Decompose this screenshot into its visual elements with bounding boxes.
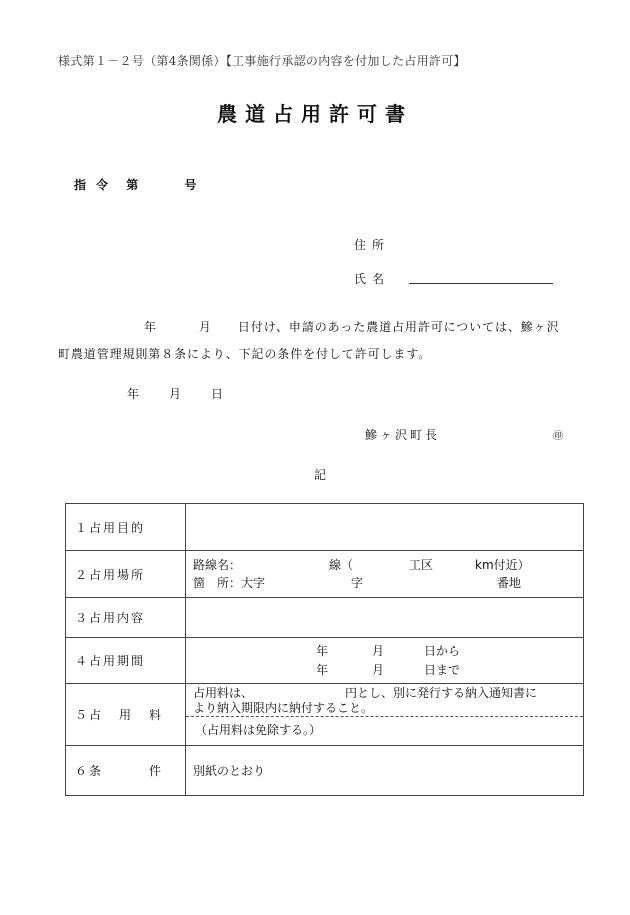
fee-text-a: 占用料は、 [193,686,254,700]
row-fee [66,684,584,746]
row-purpose [66,504,584,551]
period-value [186,638,584,684]
conditions-value: 別紙のとおり [186,746,584,796]
period-to-year: 年 [316,662,329,677]
period-label: ４占用期間 [66,638,186,684]
fee-text-b: 円とし、別に発行する納入通知書に [345,686,538,700]
purpose-value [186,504,584,551]
period-to-month: 月 [372,662,385,677]
seal-mark: ㊞ [553,431,563,442]
fee-text-c: より納入期限内に納付すること。 [193,701,374,715]
period-from: 日から [424,643,461,658]
banchi-label: 番地 [497,576,522,590]
command-dai: 第 [126,178,139,192]
row-content [66,598,584,638]
issuer-title: 鰺ヶ沢町長 [365,428,441,442]
ki-heading: 記 [314,468,327,482]
issue-date [127,385,223,402]
document-title: 農道占用許可書 [217,102,413,126]
body-line-1 [58,318,559,335]
conditions-table [65,503,584,796]
fee-label-c: 料 [149,708,164,722]
row-conditions [66,746,584,796]
issue-day: 日 [211,387,224,401]
issue-year: 年 [127,387,140,401]
body-day-text: 日付け、申請のあった農道占用許可については、鰺ヶ沢 [237,320,560,334]
name-line [409,283,553,284]
command-label: 指令 [74,178,119,192]
purpose-label: １占用目的 [66,504,186,551]
body-line-2: 町農道管理規則第８条により、下記の条件を付して許可します。 [58,347,432,361]
conditions-label-a: ６条 [75,764,104,778]
fee-value [186,684,584,746]
command-go: 号 [184,178,197,192]
fee-label [66,684,186,746]
body-month: 月 [198,320,212,334]
aza-label: 字 [351,576,364,590]
location-value [186,551,584,598]
name-label: 氏名 [354,272,391,286]
conditions-label-b: 件 [149,764,164,778]
kasho-label: 箇 所：大字 [193,576,266,590]
issue-month: 月 [169,387,182,401]
route-km: km付近） [475,558,530,572]
body-year: 年 [144,320,157,334]
period-from-month: 月 [372,643,385,658]
command-number [74,176,196,193]
route-label: 路線名： [193,558,242,572]
route-kouku: 工区 [409,558,434,572]
conditions-label [66,746,186,796]
content-value [186,598,584,638]
address-label: 住所 [354,238,391,252]
route-sen: 線（ [329,558,354,572]
fee-exempt: （占用料は免除する。） [195,723,322,737]
row-location [66,551,584,598]
form-number: 様式第１－２号（第4条関係）【工事施行承認の内容を付加した占用許可】 [58,54,466,68]
fee-label-b: 用 [119,708,134,722]
row-period [66,638,584,684]
fee-label-a: ５占 [75,708,104,722]
content-label: ３占用内容 [66,598,186,638]
location-label: ２占用場所 [66,551,186,598]
period-from-year: 年 [316,643,329,658]
period-to: 日まで [424,662,461,677]
